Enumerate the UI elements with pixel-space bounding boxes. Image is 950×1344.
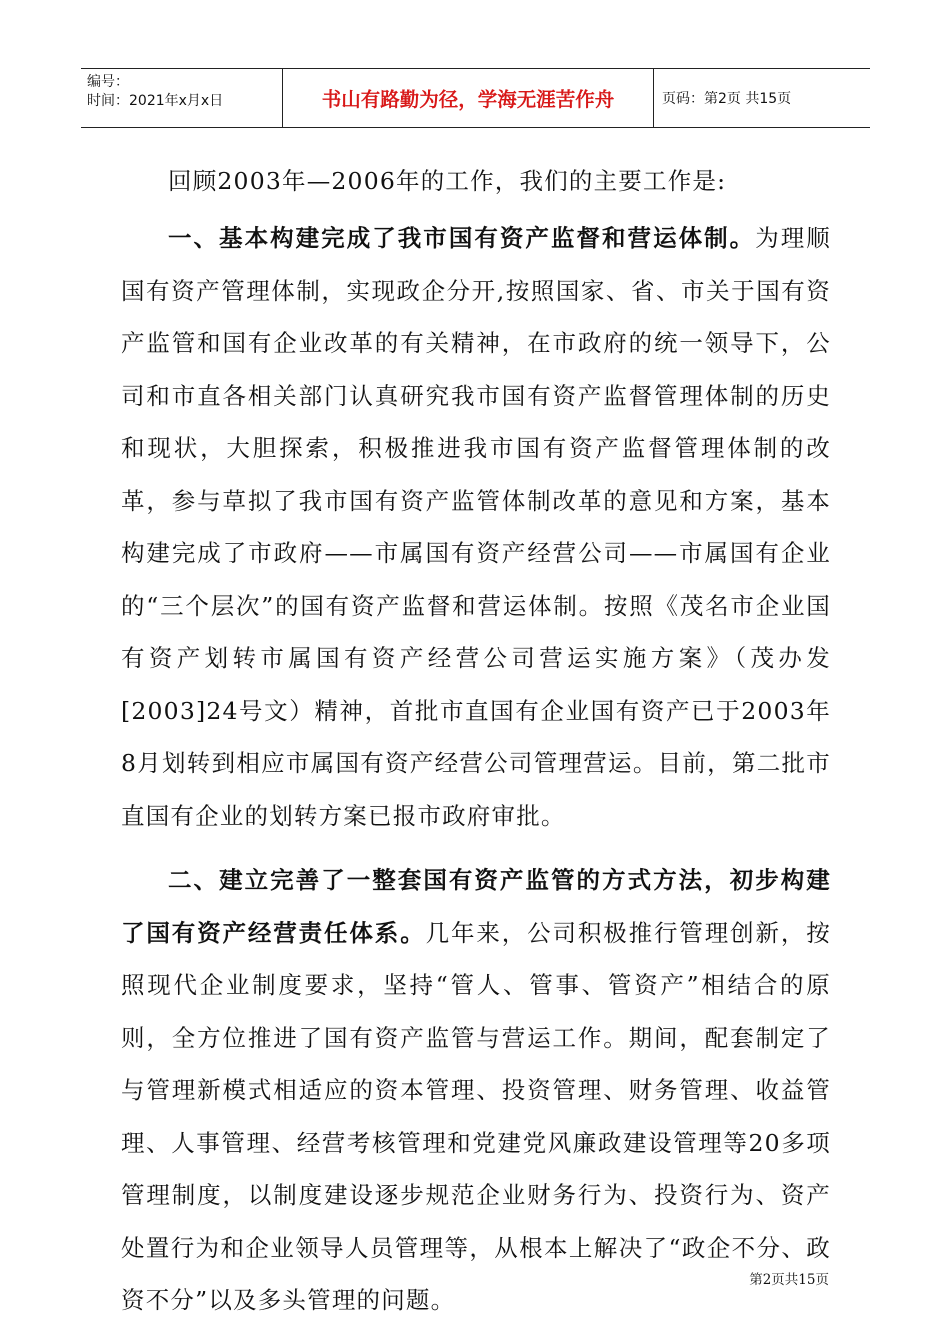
header-page-cell xyxy=(654,69,870,127)
page-info: 页码：第2页 共15页 xyxy=(662,91,792,107)
header-meta-cell xyxy=(81,69,283,127)
header-motto-cell xyxy=(283,69,654,127)
motto-text: 书山有路勤为径，学海无涯苦作舟 xyxy=(321,88,615,111)
page-footer xyxy=(749,1268,829,1288)
number-label: 编号： xyxy=(87,74,129,90)
paragraph-1-text: 为理顺国有资产管理体制，实现政企分开,按照国家、省、市关于国有资产监管和国有企业改革的有关精神，在市政府的统一领导下，公司和市直各相关部门认真研究我市国有资产监督管理体制的历史和现状，大胆探索，积极推进我市国有资产监督管理体制的改革，参与草拟了我市国有资产监管体制改革的意见和方案，基本构建完成了市政府——市属国有资产经营公司——市属国有企业的“三个层次”的国有资产监督和营运体制。按照《茂名市企业国有资产划转市属国有资产经营公司营运实施方案》（茂办发[2003]24号文）精神，首批市直国有企业国有资产已于2003年8月划转到相应市属国有资产经营公司管理营运。目前，第二批市直国有企业的划转方案已报市政府审批。 xyxy=(121,224,831,830)
paragraph-1-heading: 一、基本构建完成了我市国有资产监督和营运体制。 xyxy=(168,224,756,252)
intro-paragraph: 回顾2003年—2006年的工作，我们的主要工作是: xyxy=(168,167,727,195)
paragraph-2-text: 几年来，公司积极推行管理创新，按照现代企业制度要求，坚持“管人、管事、管资产”相结合的原则，全方位推进了国有资产监管与营运工作。期间，配套制定了与管理新模式相适应的资本管理、投资管理、财务管理、收益管理、人事管理、经营考核管理和党建党风廉政建设管理等20多项管理制度，以制度建设逐步规范企业财务行为、投资行为、资产处置行为和企业领导人员管理等，从根本上解决了“政企不分、政资不分”以及多头管理的问题。 xyxy=(121,918,831,1314)
time-label: 时间：2021年x月x日 xyxy=(87,93,224,109)
paragraph-2 xyxy=(121,854,831,1327)
footer-page-number: 第2页共15页 xyxy=(749,1272,829,1288)
paragraph-1 xyxy=(121,212,831,842)
document-header xyxy=(81,68,870,128)
document-body xyxy=(121,150,831,1327)
paragraph-2-heading: 二、建立完善了一整套国有资产监管的方式方法，初步构建了国有资产经营责任体系。 xyxy=(121,866,831,947)
